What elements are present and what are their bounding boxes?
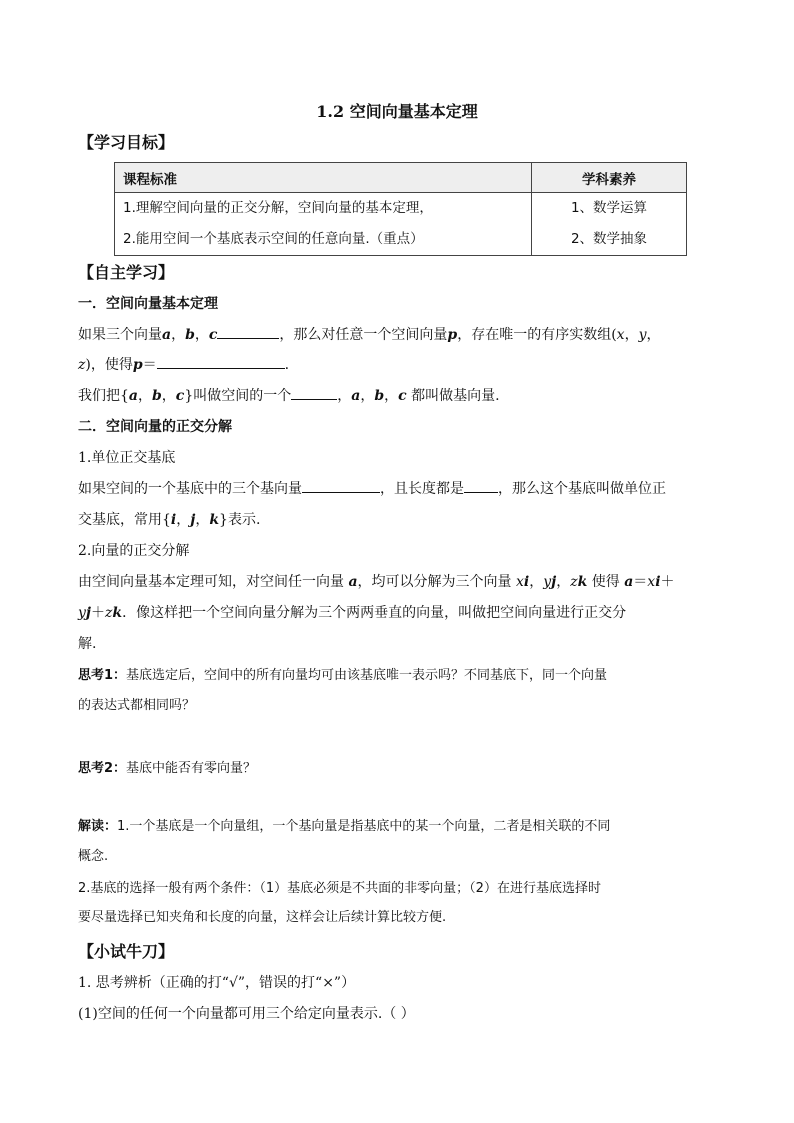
think1-line2: 的表达式都相同吗？	[78, 698, 196, 713]
think1-line1: 思考1：基底选定后，空间中的所有向量均可由该基底唯一表示吗？不同基底下，同一个向量	[78, 668, 608, 683]
part2-line5: 解.	[78, 636, 97, 652]
part1-heading: 一．空间向量基本定理	[78, 296, 218, 312]
page-title: 1.2 空间向量基本定理	[316, 102, 478, 121]
section-self-study-heading: 【自主学习】	[78, 263, 175, 282]
reading-line2: 概念.	[78, 849, 109, 864]
think2: 思考2：基底中能否有零向量？	[78, 761, 257, 776]
part1-line1: 如果三个向量a，b，c ，那么对任意一个空间向量p，存在唯一的有序实数组(x，y，	[78, 327, 661, 343]
part2-line2: 交基底，常用{i，j，k}表示.	[78, 512, 261, 528]
exercise-q1-1: (1)空间的任何一个向量都可用三个给定向量表示.（ ）	[78, 1006, 415, 1022]
reading-line4: 要尽量选择已知夹角和长度的向量，这样会让后续计算比较方便.	[78, 910, 447, 925]
goals-table	[114, 162, 687, 256]
reading-line3: 2.基底的选择一般有两个条件：（1）基底必须是不共面的非零向量；（2）在进行基底选择时	[78, 881, 601, 896]
part2-item1: 1.单位正交基底	[78, 450, 176, 466]
goals-literacy-2: 2、数学抽象	[570, 231, 648, 247]
goals-literacy-1: 1、数学运算	[570, 200, 648, 216]
part2-item2: 2.向量的正交分解	[78, 543, 190, 559]
reading-line1: 解读：1.一个基底是一个向量组，一个基向量是指基底中的某一个向量，二者是相关联的不同	[78, 819, 611, 834]
part2-line1: 如果空间的一个基底中的三个基向量 ，且长度都是 ，那么这个基底叫做单位正	[78, 481, 666, 497]
goals-standard-1: 1.理解空间向量的正交分解，空间向量的基本定理，	[123, 200, 433, 216]
exercise-q1: 1. 思考辨析（正确的打“√”，错误的打“×”）	[78, 975, 356, 991]
part1-line3: 我们把{a，b，c}叫做空间的一个 ，a，b，c 都叫做基向量.	[78, 388, 500, 404]
section-try-it-heading: 【小试牛刀】	[78, 942, 175, 961]
section-goals-heading: 【学习目标】	[78, 133, 175, 152]
part2-heading: 二．空间向量的正交分解	[78, 419, 232, 435]
part1-line2: z)，使得p＝ .	[78, 357, 290, 373]
part2-line3: 由空间向量基本定理可知，对空间任一向量 a，均可以分解为三个向量 xi，yj，zk 使得 a＝xi＋	[78, 574, 675, 590]
goals-header-standard: 课程标准	[115, 163, 532, 193]
goals-header-literacy: 学科素养	[532, 163, 687, 193]
part2-line4: yj＋zk．像这样把一个空间向量分解为三个两两垂直的向量，叫做把空间向量进行正交分	[78, 605, 627, 621]
goals-standard-2: 2.能用空间一个基底表示空间的任意向量.（重点）	[123, 231, 424, 247]
